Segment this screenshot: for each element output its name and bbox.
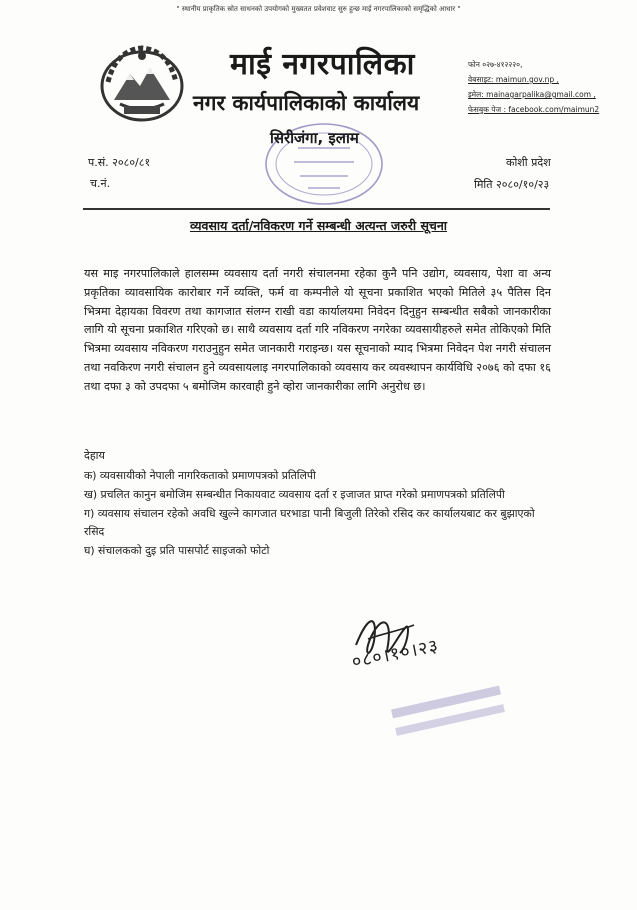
office-address: सिरीजंगा, इलाम xyxy=(270,129,359,147)
org-name: माई नगरपालिका xyxy=(230,47,415,82)
reference-number: प.सं. २०८०/८१ xyxy=(88,156,151,169)
header-divider xyxy=(83,208,550,210)
signature-date: ०८०।१०।२३ xyxy=(350,635,441,673)
office-name: नगर कार्यपालिकाको कार्यालय xyxy=(193,91,420,115)
list-heading: देहाय xyxy=(84,449,105,462)
nepal-emblem-icon xyxy=(96,40,188,124)
province-name: कोशी प्रदेश xyxy=(506,156,551,169)
contact-facebook[interactable]: फेसबुक पेज : facebook.com/maimun2 xyxy=(468,105,600,114)
notice-subject: व्यवसाय दर्ता/नविकरण गर्ने सम्बन्धी अत्यन्त जरुरी सूचना xyxy=(189,218,448,233)
contact-phone: फोन ०२७-४१२२२०, xyxy=(468,60,523,69)
contact-email[interactable]: इमेल: mainagarpalika@gmail.com , xyxy=(468,90,596,99)
contact-website[interactable]: वेबसाइट: maimun.gov.np , xyxy=(468,75,559,84)
header-motto: " स्थानीय प्राकृतिक स्रोत साधनको उपयोगको मुख्यतत प्रवेशवाट सुरु हुन्छ माई नगरपालिकाको समृद्धिको आधार " xyxy=(176,5,461,13)
list-item: क) व्यवसायीको नेपाली नागरिकताको प्रमाणपत्रको प्रतिलिपी xyxy=(84,469,316,482)
officer-name-stamp xyxy=(388,680,508,740)
dispatch-number: च.नं. xyxy=(90,177,111,190)
notice-body: यस माइ नगरपालिकाले हालसम्म व्यवसाय दर्ता नगरी संचालनमा रहेका कुनै पनि उद्योग, व्यवसाय, पेशा वा अन्य प्रकृतिका व्यावसायिक कारोबार गर्ने व्यक्ति, फर्म वा कम्पनीले यो सूचना प्रकाशित भएको मितिले ३५ पैतिस दिन भित्रमा देहायका विवरण तथा कागजात संलग्न राखी वडा कार्यालयमा निवेदन दिनुहुन सम्बन्धीत सबैको जानकारीका लागि यो सूचना प्रकाशित गरिएको छ। साथै व्यवसाय दर्ता गरि नविकरण नगरेका व्यवसायीहरुले समेत तोकिएको मिति भित्रमा व्यवसाय नविकरण गराउनुहुन समेत जानकारी गराइन्छ। यस सूचनाको म्याद भित्रमा निवेदन पेश नगरी संचालन तथा नवकिरण नगरी संचालन हुने व्यवसायलाइ नगरपालिकाको व्यवसाय कर व्यवस्थापन कार्यविधि २०७६ को दफा १६ तथा दफा ३ को उपदफा ५ बमोजिम कारवाही हुने व्होरा जानकारीका लागि अनुरोध छ। xyxy=(84,267,551,393)
document-list xyxy=(84,467,551,561)
list-item: ग) व्यवसाय संचालन रहेको अवधि खुल्ने कागजात घरभाडा पानी बिजुली तिरेको रसिद कर कार्यालयबाट कर बुझाएको रसिद xyxy=(84,506,535,539)
letter-date: मिति २०८०/१०/२३ xyxy=(474,178,550,191)
contact-block xyxy=(468,57,633,117)
list-item: घ) संचालकको दुइ प्रति पासपोर्ट साइजको फोटो xyxy=(84,544,270,558)
list-item: ख) प्रचलित कानुन बमोजिम सम्बन्धीत निकायवाट व्यवसाय दर्ता र इजाजत प्राप्त गरेको प्रमाणपत्रको प्रतिलिपी xyxy=(84,487,505,501)
